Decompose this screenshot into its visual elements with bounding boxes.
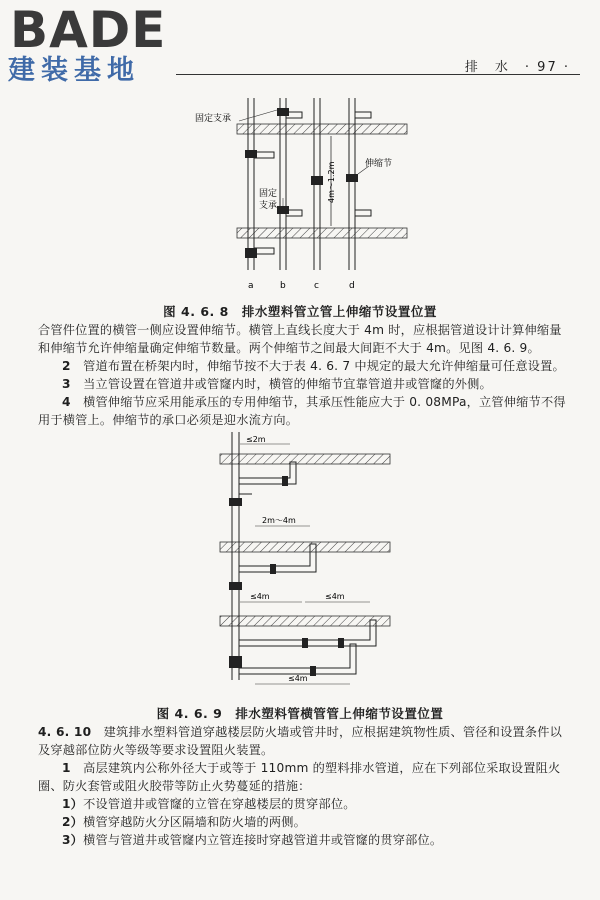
- dim-middle: 2m～4m: [262, 516, 296, 525]
- floor-slab-1: [220, 454, 390, 464]
- running-header: 排 水 · 97 ·: [464, 60, 570, 75]
- body-paragraph-1: 合管件位置的横管一侧应设置伸缩节。横管上直线长度大于 4m 时，应根据管道设计计算伸缩量和伸缩节允许伸缩量确定伸缩节数量。两个伸缩节之间最大间距不大于 4m。见图 4. 6. 9。: [38, 323, 562, 355]
- dim-top: ≤2m: [246, 435, 266, 444]
- item-number: 2）: [62, 815, 84, 829]
- clause-number: 4. 6. 10: [38, 725, 92, 739]
- item-2: [38, 814, 574, 832]
- clause-text: 建筑排水塑料管道穿越楼层防火墙或管井时，应根据建筑物性质、管径和设置条件以及穿越部位防火等级等要求设置阻火装置。: [38, 725, 563, 757]
- item-number: 1）: [62, 797, 84, 811]
- floor-slab-bottom: [237, 228, 407, 238]
- dim-low-right: ≤4m: [325, 592, 345, 601]
- pipe-label-b: b: [280, 281, 286, 291]
- bade-logo: [6, 2, 176, 86]
- label-fixed-support-mid-2: 支承: [259, 201, 278, 211]
- pipe-label-a: a: [248, 281, 254, 291]
- clause-4-6-10: [38, 724, 574, 759]
- figure-4-6-8: [195, 88, 415, 300]
- clause-text: 高层建筑内公称外径大于或等于 110mm 的塑料排水管道，应在下列部位采取设置阻火圈、防火套管或阻火胶带等防止火势蔓延的措施：: [38, 761, 561, 793]
- item-3: [38, 832, 574, 850]
- pipe-label-d: d: [349, 281, 355, 291]
- clause-number: 2: [62, 359, 71, 373]
- clause-2: [38, 358, 574, 376]
- item-text: 横管与管道井或管窿内立管连接时穿越管道井或管窿的贯穿部位。: [83, 833, 443, 847]
- pipe-label-c: c: [314, 281, 319, 291]
- clause-text: 管道布置在桥架内时，伸缩节按不大于表 4. 6. 7 中规定的最大允许伸缩量可任意设置。: [83, 359, 565, 373]
- item-1: [38, 796, 574, 814]
- figure-4-6-9: [210, 432, 400, 688]
- spacing-label: 4m～1.2m: [327, 161, 336, 203]
- vertical-stack: [232, 432, 239, 680]
- clause-4: [38, 394, 574, 429]
- clause-number: 1: [62, 761, 71, 775]
- figure-4-6-8-caption: 图 4. 6. 8 排水塑料管立管上伸缩节设置位置: [163, 304, 437, 319]
- item-text: 横管穿越防火分区隔墙和防火墙的两侧。: [83, 815, 307, 829]
- floor-slab-3: [220, 616, 390, 626]
- dim-bottom: ≤4m: [288, 674, 308, 683]
- floor-slab-2: [220, 542, 390, 552]
- item-text: 不设管道井或管窿的立管在穿越楼层的贯穿部位。: [83, 797, 356, 811]
- clause-1: [38, 760, 574, 795]
- clause-number: 4: [62, 395, 71, 409]
- label-expansion-joint: 伸缩节: [365, 159, 393, 169]
- floor-slab-top: [237, 124, 407, 134]
- figure-4-6-9-caption: 图 4. 6. 9 排水塑料管横管管上伸缩节设置位置: [156, 706, 444, 721]
- clause-text: 当立管设置在管道井或管窿内时，横管的伸缩节宜靠管道井或管窿的外侧。: [83, 377, 492, 391]
- clause-3: [38, 376, 574, 394]
- label-fixed-support-mid-1: 固定: [259, 189, 278, 199]
- clause-number: 3: [62, 377, 71, 391]
- label-fixed-support-top: 固定支承: [195, 114, 232, 124]
- clause-text: 横管伸缩节应采用能承压的专用伸缩节，其承压性能应大于 0. 08MPa，立管伸缩节不得用于横管上。伸缩节的承口必须是迎水流方向。: [38, 395, 566, 427]
- dim-low-left: ≤4m: [250, 592, 270, 601]
- item-number: 3）: [62, 833, 84, 847]
- logo-word: BADE: [10, 1, 167, 59]
- logo-subtitle: 建装基地: [8, 55, 140, 86]
